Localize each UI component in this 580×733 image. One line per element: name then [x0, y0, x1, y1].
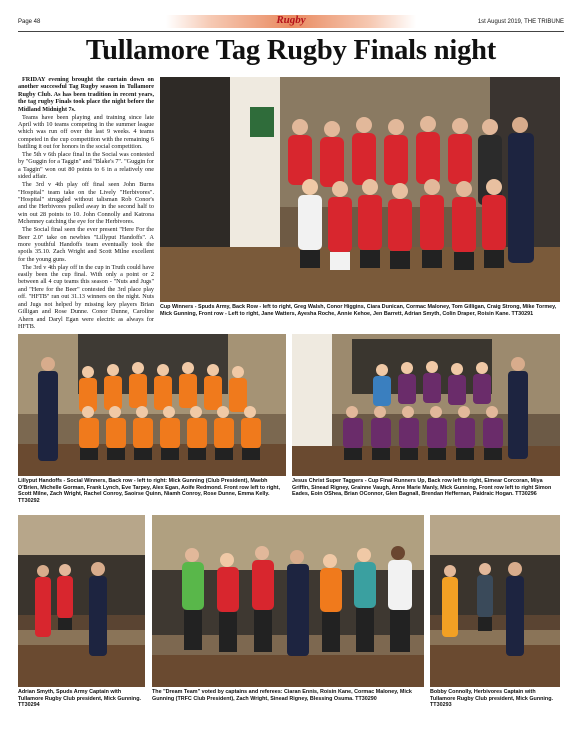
- section-label: Rugby: [276, 14, 306, 26]
- article-paragraph: Teams have been playing and training since late April with 10 teams competing in the summer league which was run off over the last 9 weeks. 4 teams competed in the cup competition with the remaining 6 battling it out for honors in the social competition.: [18, 113, 154, 151]
- photo-jesus-christ-super-taggers: [292, 334, 560, 476]
- photo-lillyput-handoffs: [18, 334, 286, 476]
- article-paragraph: The Social final seen the ever present "Here For the Beer 2.0" take on newbies "Lillyput Handoffs". A more youthful Handoffs team eventually took the spoils 35.10. Zach Wright and Scott Milne excellent for the young guns.: [18, 226, 154, 263]
- caption-jesus-christ-super-taggers: Jesus Christ Super Taggers - Cup Final Runners Up, Back row left to right, Eimear Corcoran, Miya Griffin, Sinead Rigney, Grainne Vaugh, Anne Marie Manly, Mick Gunning, Front row left to right Simon Eades, Eoin OShea, Brian OConnor, Glen Bagnall, Brendan Heffernan, Paidraic Hogan. TT30296: [292, 478, 552, 498]
- publication-date: 1st August 2019, THE TRIBUNE: [477, 19, 564, 25]
- photo-bobby-connolly: [430, 515, 560, 687]
- article-paragraph: The 5th v 6th place final in the Social was contested by "Guggin for a Taggin" and "Blake's 7". "Guggin for a Taggin" won out 80 points to 6 in a relatively one sided affair.: [18, 151, 154, 181]
- caption-cup-winners: Cup Winners - Spuds Army, Back Row - left to right, Greg Walsh, Conor Higgins, Ciara Dunican, Cormac Maloney, Tom Gilligan, Craig Strong, Mike Tormey, Mick Gunning, Front row - Left to right, Jane Watters, Ayesha Roche, Annie Kehoe, Jen Barrett, Adrian Smyth, Colin Draper, Roisin Kane. TT30291: [160, 304, 557, 317]
- page-header: [18, 14, 564, 32]
- caption-adrian-smyth: Adrian Smyth, Spuds Army Captain with Tullamore Rugby Club president, Mick Gunning. TT30294: [18, 689, 141, 709]
- article-paragraph: The 3rd v 4th play off in the cup in Truth could have easily been the cup final. With only a point or 2 between all 4 cup teams this season - "Nuts and Jugs" and "Here for the Beer" contested the 3rd place play off. "HFTB" ran out 31.13 winners on the night. Nuts and Jugs not helped by missing key players Brian Gilligan and Rose Dunne. Conor Dunne, Caroline Ahern and Daryl Egan were electric as always for HFTB.: [18, 263, 154, 330]
- photo-cup-winners: [160, 77, 560, 302]
- article-lead: FRIDAY evening brought the curtain down on another successful Tag Rugby season in Tullamore Rugby Club. As has been tradition in recent years, the tag rugby Finals took place the night before the Midland Midnight 7s.: [18, 76, 154, 113]
- article-body: [18, 76, 154, 330]
- section-banner: [166, 15, 416, 28]
- photo-dream-team: [152, 515, 424, 687]
- caption-lillyput-handoffs: Lillyput Handoffs - Social Winners, Back row - left to right: Mick Gunning (Club President), Maebh O'Brien, Michelle Gorman, Frank Lynch, Eve Tarpey, Alex Egan, Aoife Redmond. Front row left to right, Scott Milne, Zach Wright, Rachel Conroy, Saoirse Quinn, Niamh Conroy, Rose Dunne, Emma Kelly. TT30292: [18, 478, 280, 504]
- article-paragraph: The 3rd v 4th play off final seen John Burns "Hospital" team take on the Lively "Herbivores". "Hospital" struggled without talisman Rob Conor's and the Herbivores pulled away in the second half to win out 28 points to 10. John Connolly and Katrona Mchenney catching the eye for the Herbivores.: [18, 181, 154, 226]
- photo-adrian-smyth: [18, 515, 145, 687]
- caption-dream-team: The "Dream Team" voted by captains and referees: Ciaran Ennis, Roisin Kane, Cormac Maloney, Mick Gunning (TRFC Club President), Zach Wright, Sinead Rigney, Blessing Osuma. TT30290: [152, 689, 412, 702]
- header-rule: [18, 31, 564, 32]
- page-number: Page 48: [18, 19, 41, 25]
- headline: Tullamore Tag Rugby Finals night: [85, 35, 497, 66]
- caption-bobby-connolly: Bobby Connolly, Herbivores Captain with Tullamore Rugby Club president, Mick Gunning. TT30293: [430, 689, 553, 709]
